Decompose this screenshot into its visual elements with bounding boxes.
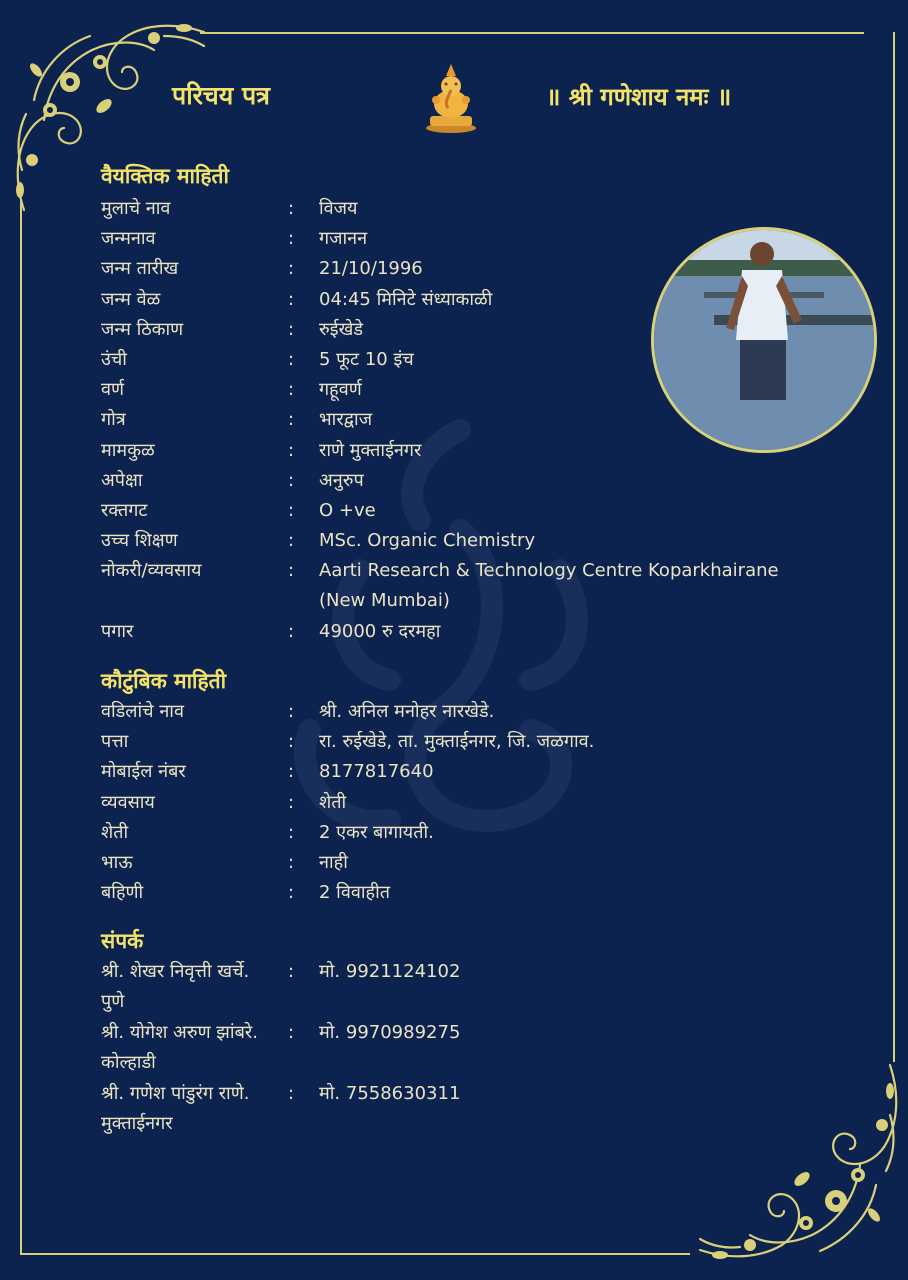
field-value: रुईखेडे xyxy=(319,318,363,340)
section-title-contact: संपर्क xyxy=(101,929,144,953)
field-label: जन्मनाव xyxy=(101,228,156,250)
separator-colon: : xyxy=(288,961,295,982)
separator-colon: : xyxy=(288,882,295,904)
separator-colon: : xyxy=(288,228,295,250)
separator-colon: : xyxy=(288,349,295,370)
field-value: गजानन xyxy=(319,228,368,250)
contact-name: श्री. योगेश अरुण झांबरे. xyxy=(101,1022,258,1043)
field-label: जन्म वेळ xyxy=(101,288,161,310)
separator-colon: : xyxy=(288,318,295,340)
separator-colon: : xyxy=(288,731,295,753)
personal-row xyxy=(101,526,821,556)
separator-colon: : xyxy=(288,439,295,461)
ganesh-idol-icon xyxy=(424,64,478,134)
profile-photo xyxy=(651,227,877,453)
profile-photo-image xyxy=(654,230,877,453)
field-value: रा. रुईखेडे, ता. मुक्ताईनगर, जि. जळगाव. xyxy=(319,731,595,753)
contact-place: मुक्ताईनगर xyxy=(101,1113,173,1134)
separator-colon: : xyxy=(288,409,295,431)
family-row xyxy=(101,818,821,848)
separator-colon: : xyxy=(288,701,295,722)
field-value: MSc. Organic Chemistry xyxy=(319,530,536,552)
separator-colon: : xyxy=(288,560,295,582)
field-label: जन्म ठिकाण xyxy=(101,318,184,340)
personal-row xyxy=(101,617,821,647)
field-value: विजय xyxy=(319,198,358,219)
family-row xyxy=(101,697,821,727)
separator-colon: : xyxy=(288,530,295,552)
contact-place: पुणे xyxy=(101,991,125,1012)
family-row xyxy=(101,848,821,878)
field-label: मोबाईल नंबर xyxy=(101,761,186,783)
separator-colon: : xyxy=(288,258,295,280)
separator-colon: : xyxy=(288,821,295,843)
contact-place: कोल्हाडी xyxy=(101,1052,156,1073)
contact-phone: मो. 9970989275 xyxy=(319,1022,461,1043)
contact-name: श्री. गणेश पांडुरंग राणे. xyxy=(101,1083,250,1104)
field-label: मुलाचे नाव xyxy=(101,198,171,219)
separator-colon: : xyxy=(288,791,295,813)
separator-colon: : xyxy=(288,1022,295,1043)
field-value: अनुरुप xyxy=(319,469,364,491)
separator-colon: : xyxy=(288,1083,295,1104)
contact-phone: मो. 9921124102 xyxy=(319,961,461,982)
invocation-text: ॥ श्री गणेशाय नमः ॥ xyxy=(546,83,732,111)
separator-colon: : xyxy=(288,500,295,521)
separator-colon: : xyxy=(288,288,295,310)
field-value: शेती xyxy=(319,791,347,813)
field-label: शेती xyxy=(101,821,129,843)
contact-row xyxy=(101,957,821,1012)
separator-colon: : xyxy=(288,761,295,783)
field-value: 8177817640 xyxy=(319,761,434,783)
separator-colon: : xyxy=(288,198,295,219)
contact-phone: मो. 7558630311 xyxy=(319,1083,461,1104)
family-row xyxy=(101,757,821,787)
border-right xyxy=(893,32,895,1062)
field-label: वर्ण xyxy=(101,379,125,401)
border-top xyxy=(200,32,864,34)
field-value: 21/10/1996 xyxy=(319,258,423,280)
field-label: व्यवसाय xyxy=(101,791,155,813)
border-left xyxy=(20,200,22,1255)
page-title: परिचय पत्र xyxy=(172,81,270,110)
field-value-continued: (New Mumbai) xyxy=(319,590,450,612)
personal-row xyxy=(101,466,821,496)
field-label: बहिणी xyxy=(101,882,144,904)
field-label: नोकरी/व्यवसाय xyxy=(101,560,202,582)
border-bottom xyxy=(20,1253,690,1255)
section-title-family: कौटुंबिक माहिती xyxy=(101,669,227,693)
field-value: 2 विवाहीत xyxy=(319,882,390,904)
field-label: गोत्र xyxy=(101,409,126,431)
field-label: पगार xyxy=(101,620,134,642)
separator-colon: : xyxy=(288,852,295,873)
field-value: गहूवर्ण xyxy=(319,379,362,401)
field-label: उंची xyxy=(101,349,127,370)
field-value: 2 एकर बागायती. xyxy=(319,821,434,843)
field-label: पत्ता xyxy=(101,731,129,753)
family-row xyxy=(101,727,821,757)
personal-row xyxy=(101,194,821,224)
field-value: 04:45 मिनिटे संध्याकाळी xyxy=(319,288,493,310)
personal-row xyxy=(101,556,821,612)
family-row xyxy=(101,788,821,818)
field-value: राणे मुक्ताईनगर xyxy=(319,439,422,461)
contact-name: श्री. शेखर निवृत्ती खर्चे. xyxy=(101,961,250,982)
field-label: वडिलांचे नाव xyxy=(101,701,184,722)
field-label: अपेक्षा xyxy=(101,469,143,491)
contact-row xyxy=(101,1079,821,1134)
separator-colon: : xyxy=(288,620,295,642)
field-value: O +ve xyxy=(319,500,376,521)
field-value: श्री. अनिल मनोहर नारखेडे. xyxy=(319,701,495,722)
field-label: रक्तगट xyxy=(101,500,148,521)
field-value: भारद्वाज xyxy=(319,409,373,431)
section-title-personal: वैयक्तिक माहिती xyxy=(101,164,229,188)
field-label: उच्च शिक्षण xyxy=(101,530,178,552)
field-value: 5 फूट 10 इंच xyxy=(319,349,414,370)
field-label: मामकुळ xyxy=(101,439,155,461)
field-label: भाऊ xyxy=(101,852,133,873)
field-value: नाही xyxy=(319,852,348,873)
field-value: Aarti Research & Technology Centre Koparkhairane xyxy=(319,560,779,582)
separator-colon: : xyxy=(288,379,295,401)
separator-colon: : xyxy=(288,469,295,491)
family-row xyxy=(101,878,821,908)
personal-row xyxy=(101,496,821,526)
field-label: जन्म तारीख xyxy=(101,258,179,280)
field-value: 49000 रु दरमहा xyxy=(319,620,441,642)
contact-row xyxy=(101,1018,821,1073)
